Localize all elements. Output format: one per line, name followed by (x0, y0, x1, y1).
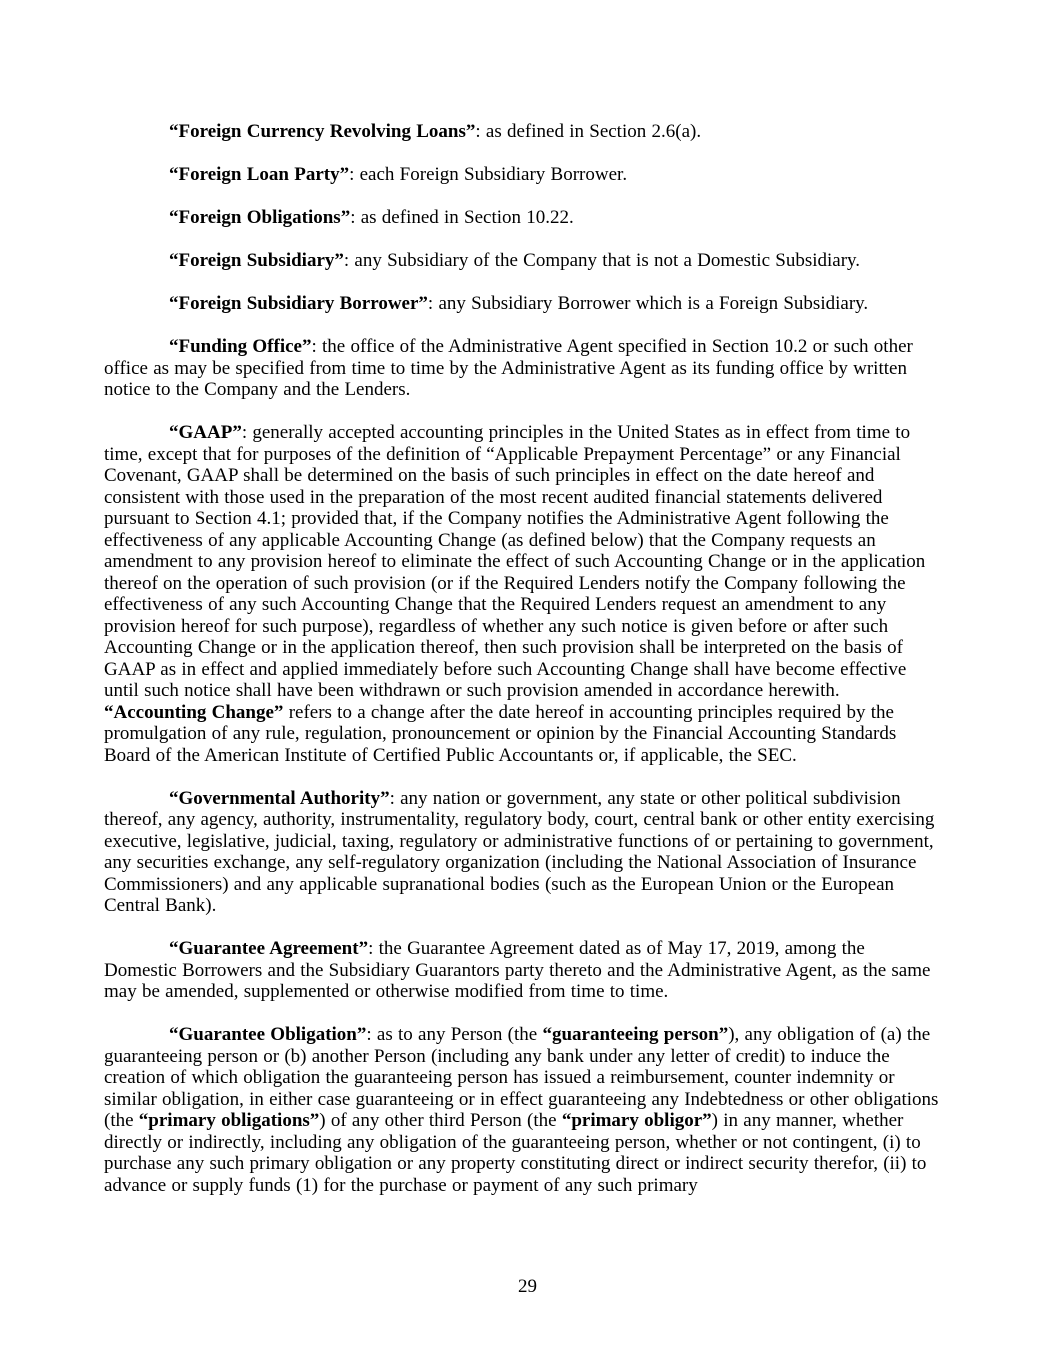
defined-term: “primary obligor” (561, 1110, 712, 1131)
definition-guarantee-obligation (104, 1024, 940, 1196)
defined-term: “primary obligations” (138, 1110, 320, 1131)
definition-funding-office (104, 336, 940, 401)
definition-foreign-subsidiary (104, 250, 940, 272)
text-run: : any Subsidiary Borrower which is a Foreign Subsidiary. (427, 293, 869, 314)
definition-foreign-subsidiary-borrower (104, 293, 940, 315)
text-run: : any Subsidiary of the Company that is not a Domestic Subsidiary. (343, 250, 861, 271)
text-run: ), any obligation of (a) the guaranteeing person or (b) another Person (including any bank under any letter of credit) to induce the creation of which obligation the guaranteeing person has issued a reimbursement, counter indemnity or similar obligation, in either case guaranteeing or in effect guaranteeing any Indebtedness or other obligations (the (104, 1024, 939, 1131)
text-run: : as defined in Section 2.6(a). (475, 121, 702, 142)
definition-gaap (104, 422, 940, 766)
text-run: ) in any manner, whether directly or indirectly, including any obligation of the guaranteeing person, whether or not contingent, (i) to purchase any such primary obligation or any property constituting direct or indirect security therefor, (ii) to advance or supply funds (1) for the purchase or payment of any such primary (104, 1110, 927, 1196)
text-run: ) of any other third Person (the (319, 1110, 562, 1131)
document-body (104, 121, 940, 1196)
page-number: 29 (518, 1276, 537, 1297)
text-run: : as to any Person (the (366, 1024, 543, 1045)
defined-term: “Foreign Subsidiary Borrower” (169, 293, 428, 314)
defined-term: “Foreign Currency Revolving Loans” (169, 121, 476, 142)
defined-term: “guaranteeing person” (542, 1024, 729, 1045)
text-run: : the Guarantee Agreement dated as of May 17, 2019, among the Domestic Borrowers and the Subsidiary Guarantors party thereto and the Administrative Agent, as the same may be amended, supplemented or otherwise modified from time to time. (104, 938, 931, 1002)
definition-foreign-obligations (104, 207, 940, 229)
text-run: : as defined in Section 10.22. (350, 207, 574, 228)
defined-term: “Governmental Authority” (169, 787, 390, 809)
definition-guarantee-agreement (104, 938, 940, 1003)
text-run: : the office of the Administrative Agent specified in Section 10.2 or such other office as may be specified from time to time by the Administrative Agent as its funding office by written notice to the Company and the Lenders. (104, 336, 913, 400)
text-run: refers to a change after the date hereof in accounting principles required by the promulgation of any rule, regulation, pronouncement or opinion by the Financial Accounting Standards Board of the American Institute of Certified Public Accountants or, if applicable, the SEC. (104, 701, 897, 766)
definition-governmental-authority (104, 788, 940, 917)
defined-term: “Foreign Obligations” (169, 207, 351, 228)
defined-term: “Foreign Loan Party” (169, 164, 350, 185)
defined-term: “Funding Office” (169, 336, 312, 357)
defined-term: “Guarantee Obligation” (169, 1024, 367, 1045)
defined-term: “Accounting Change” (104, 701, 284, 723)
definition-foreign-currency-revolving-loans (104, 121, 940, 143)
defined-term: “Foreign Subsidiary” (169, 250, 344, 271)
text-run: : each Foreign Subsidiary Borrower. (349, 164, 628, 185)
defined-term: “GAAP” (169, 422, 242, 443)
text-run: : any nation or government, any state or other political subdivision thereof, any agency, authority, instrumentality, regulatory body, court, central bank or other entity exercising executive, legislative, judicial, taxing, regulatory or administrative functions of or pertaining to government, any securities exchange, any self-regulatory organization (including the National Association of Insurance Commissioners) and any applicable supranational bodies (such as the European Union or the European Central Bank). (104, 787, 935, 916)
definition-foreign-loan-party (104, 164, 940, 186)
defined-term: “Guarantee Agreement” (169, 938, 369, 959)
text-run: : generally accepted accounting principles in the United States as in effect from time to time, except that for purposes of the definition of “Applicable Prepayment Percentage” or any Financial Covenant, GAAP shall be determined on the basis of such principles in effect on the date hereof and consistent with those used in the preparation of the most recent audited financial statements delivered pursuant to Section 4.1; provided that, if the Company notifies the Administrative Agent following the effectiveness of any applicable Accounting Change (as defined below) that the Company requests an amendment to any provision hereof to eliminate the effect of such Accounting Change or in the application thereof on the operation of such provision (or if the Required Lenders notify the Company following the effectiveness of any such Accounting Change that the Required Lenders request an amendment to any provision hereof for such purpose), regardless of whether any such notice is given before or after such Accounting Change or in the application thereof, then such provision shall be interpreted on the basis of GAAP as in effect and applied immediately before such Accounting Change shall have become effective until such notice shall have been withdrawn or such provision amended in accordance herewith. (104, 422, 926, 701)
